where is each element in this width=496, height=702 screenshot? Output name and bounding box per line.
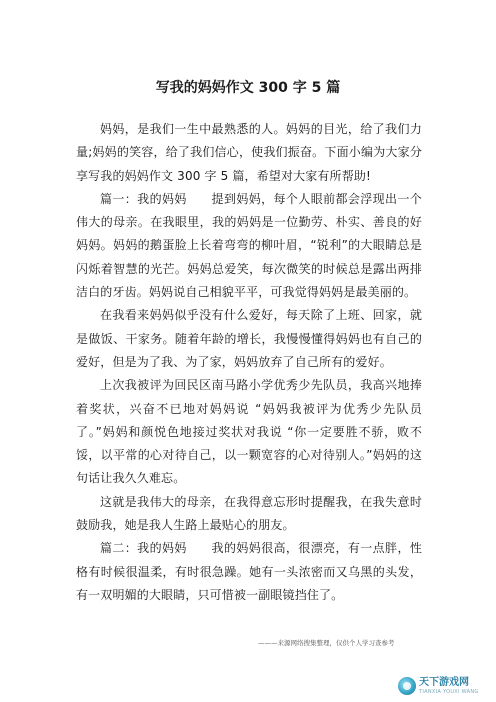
paragraph-hobbies: 在我看来妈妈似乎没有什么爱好，每天除了上班、回家，就是做饭、干家务。随着年龄的增长，我慢慢懂得妈妈也有自己的爱好，但是为了我、为了家，妈妈放弃了自己所有的爱好。: [76, 308, 422, 369]
document-title: 写我的妈妈作文 300 字 5 篇: [155, 80, 341, 96]
logo-name: 天下游戏网: [419, 677, 469, 688]
paragraph-essay-one-start: 篇一：我的妈妈 提到妈妈，每个人眼前都会浮现出一个伟大的母亲。在我眼里，我的妈妈是一位勤劳、朴实、善良的好妈妈。妈妈的鹅蛋脸上长着弯弯的柳叶眉，“锐利”的大眼睛总是闪烁着智慧的光芒。妈妈总爱笑，每次微笑的时候总是露出两排洁白的牙齿。妈妈说自己相貌平平，可我觉得妈妈是最美丽的。: [76, 191, 422, 300]
logo-subtitle: TIANXIA YOUXI WANG: [419, 689, 479, 695]
globe-logo-icon: [398, 677, 416, 695]
logo-text: [419, 677, 479, 695]
article-body: [76, 118, 422, 607]
paragraph-intro: 妈妈，是我们一生中最熟悉的人。妈妈的目光，给了我们力量;妈妈的笑容，给了我们信心，使我们振奋。下面小编为大家分享写我的妈妈作文 300 字 5 篇，希望对大家有所帮助!: [76, 122, 422, 183]
paragraph-essay-two-start: 篇二：我的妈妈 我的妈妈很高，很漂亮，有一点胖，性格有时候很温柔，有时很急躁。她有一头浓密而又乌黑的头发，有一双明媚的大眼睛，只可惜被一副眼镜挡住了。: [76, 541, 422, 602]
paragraph-award: 上次我被评为回民区南马路小学优秀少先队员，我高兴地捧着奖状，兴奋不已地对妈妈说 “妈妈我被评为优秀少先队员了。”妈妈和颜悦色地接过奖状对我说 “你一定要胜不骄，败不馁，以平常的心对待自己，以一颗宽容的心对待别人。”妈妈的这句话让我久久难忘。: [76, 378, 422, 486]
site-logo[interactable]: [398, 676, 480, 696]
source-note: ———来源网络搜集整理，仅供个人学习查参考: [258, 639, 395, 647]
paragraph-conclusion: 这就是我伟大的母亲，在我得意忘形时提醒我，在我失意时鼓励我，她是我人生路上最贴心的朋友。: [76, 494, 422, 533]
